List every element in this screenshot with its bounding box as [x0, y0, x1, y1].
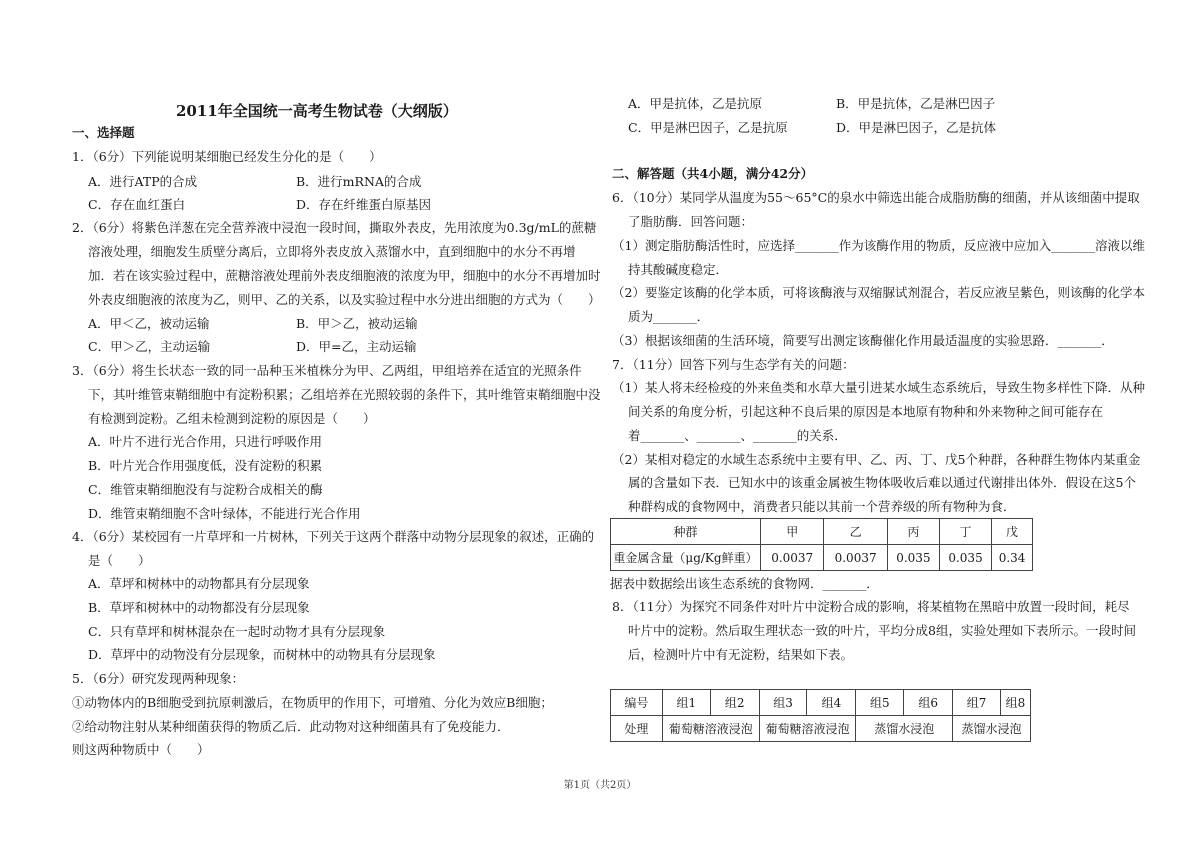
q7-line-4: 着_______、_______、_______的关系．	[628, 428, 847, 443]
q8-line-1: 8．（11分）为探究不同条件对叶片中淀粉合成的影响，将某植物在黑暗中放置一段时间，耗尽	[612, 599, 1130, 614]
q3-line-3: 有检测到淀粉。乙组未检测到淀粉的原因是（ ）	[88, 411, 376, 426]
q7-line-7: 种群构成的食物网中，消费者只能以其前一个营养级的所有物种为食．	[628, 499, 1016, 514]
q4-line-2: 是（ ）	[88, 553, 151, 568]
q5-line-3: ②给动物注射从某种细菌获得的物质乙后．此动物对这种细菌具有了免疫能力．	[72, 719, 510, 734]
q3-option-c: C．维管束鞘细胞没有与淀粉合成相关的酶	[88, 482, 323, 497]
table-row	[611, 545, 1033, 571]
table-cell: 0.0037	[824, 545, 887, 571]
q6-line-6: 质为_______．	[628, 309, 710, 324]
table-cell: 组3	[759, 690, 807, 716]
q3-option-d: D．维管束鞘细胞不含叶绿体，不能进行光合作用	[88, 506, 361, 521]
table-cell: 葡萄糖溶液浸泡	[662, 716, 759, 742]
table-cell: 0.34	[992, 545, 1033, 571]
table-cell: 丁	[939, 519, 991, 545]
table-cell: 甲	[761, 519, 824, 545]
q5-option-a: A．甲是抗体，乙是抗原	[628, 96, 763, 111]
q1-stem: 1．（6分）下列能说明某细胞已经发生分化的是（ ）	[72, 149, 382, 164]
table-cell: 丙	[887, 519, 939, 545]
q8-line-2: 叶片中的淀粉。然后取生理状态一致的叶片，平均分成8组，实验处理如下表所示。一段时间	[628, 623, 1136, 638]
q5-line-1: 5．（6分）研究发现两种现象：	[72, 671, 245, 686]
table-row	[611, 690, 1031, 716]
q7-line-6: 属的含量如下表．已知水中的该重金属被生物体吸收后难以通过代谢排出体外．假设在这5个	[628, 475, 1136, 490]
section-choice-heading: 一、选择题	[72, 125, 135, 140]
table-row	[611, 716, 1031, 742]
q4-option-a: A．草坪和树林中的动物都具有分层现象	[88, 576, 310, 591]
q2-line-2: 溶液处理，细胞发生质壁分离后，立即将外表皮放入蒸馏水中，直到细胞中的水分不再增	[88, 244, 576, 259]
q7-line-2: （1）某人将未经检疫的外来鱼类和水草大量引进某水域生态系统后，导致生物多样性下降．从种	[612, 380, 1145, 395]
table-row	[611, 519, 1033, 545]
table-cell: 组5	[856, 690, 904, 716]
q2-option-b: B．甲＞乙，被动运输	[296, 316, 418, 331]
q4-option-b: B．草坪和树林中的动物都没有分层现象	[88, 600, 310, 615]
table-cell: 蒸馏水浸泡	[856, 716, 953, 742]
q7-line-3: 间关系的角度分析，引起这种不良后果的原因是本地原有物种和外来物种之间可能存在	[628, 404, 1104, 419]
table-cell: 戊	[992, 519, 1033, 545]
q1-option-b: B．进行mRNA的合成	[296, 174, 422, 189]
q6-line-2: 了脂肪酶．回答问题：	[628, 214, 754, 229]
q4-option-c: C．只有草坪和树林混杂在一起时动物才具有分层现象	[88, 624, 386, 639]
table-cell: 组4	[807, 690, 856, 716]
q6-line-7: （3）根据该细菌的生活环境，简要写出测定该酶催化作用最适温度的实验思路．_______．	[612, 333, 1114, 348]
q2-line-1: 2．（6分）将紫色洋葱在完全营养液中浸泡一段时间，撕取外表皮，先用浓度为0.3g/mL的蔗糖	[72, 220, 597, 235]
table-cell: 重金属含量（μg/Kg鲜重）	[611, 545, 761, 571]
treatment-table	[610, 689, 1031, 742]
q7-line-8: 据表中数据绘出该生态系统的食物网．_______．	[610, 576, 879, 591]
table-cell: 葡萄糖溶液浸泡	[759, 716, 856, 742]
q6-line-1: 6．（10分）某同学从温度为55～65°C的泉水中筛选出能合成脂肪酶的细菌，并从该细菌中提取	[612, 190, 1140, 205]
q7-line-5: （2）某相对稳定的水域生态系统中主要有甲、乙、丙、丁、戊5个种群，各种群生物体内某重金	[612, 452, 1141, 467]
table-cell: 组1	[662, 690, 710, 716]
q1-option-d: D．存在纤维蛋白原基因	[296, 197, 432, 212]
q3-option-b: B．叶片光合作用强度低，没有淀粉的积累	[88, 458, 323, 473]
q6-line-3: （1）测定脂肪酶活性时，应选择_______作为该酶作用的物质，反应液中应加入_______溶液以维	[612, 238, 1145, 253]
q3-option-a: A．叶片不进行光合作用，只进行呼吸作用	[88, 434, 323, 449]
q8-line-3: 后，检测叶片中有无淀粉，结果如下表。	[628, 647, 854, 662]
q6-line-5: （2）要鉴定该酶的化学本质，可将该酶液与双缩脲试剂混合，若反应液呈紫色，则该酶的化学本	[612, 285, 1145, 300]
table-cell: 蒸馏水浸泡	[953, 716, 1031, 742]
q2-option-d: D．甲=乙，主动运输	[296, 339, 417, 354]
q3-line-1: 3．（6分）将生长状态一致的同一品种玉米植株分为甲、乙两组，甲组培养在适宜的光照条件	[72, 363, 582, 378]
q2-line-4: 外表皮细胞液的浓度为乙，则甲、乙的关系，以及实验过程中水分进出细胞的方式为（ ）	[88, 292, 601, 307]
q5-option-d: D．甲是淋巴因子，乙是抗体	[836, 120, 997, 135]
table-cell: 0.035	[939, 545, 991, 571]
q5-option-c: C．甲是淋巴因子，乙是抗原	[628, 120, 788, 135]
table-cell: 编号	[611, 690, 663, 716]
q5-option-b: B．甲是抗体，乙是淋巴因子	[836, 96, 996, 111]
q2-option-c: C．甲＞乙，主动运输	[88, 339, 211, 354]
table-cell: 组8	[1000, 690, 1030, 716]
q3-line-2: 下，其叶维管束鞘细胞中有淀粉积累；乙组培养在光照较弱的条件下，其叶维管束鞘细胞中没	[88, 387, 601, 402]
q2-option-a: A．甲＜乙，被动运输	[88, 316, 210, 331]
q7-line-1: 7．（11分）回答下列与生态学有关的问题：	[612, 357, 855, 372]
q1-option-c: C．存在血红蛋白	[88, 197, 186, 212]
table-cell: 种群	[611, 519, 761, 545]
q2-line-3: 加．若在该实验过程中，蔗糖溶液处理前外表皮细胞液的浓度为甲，细胞中的水分不再增加时	[88, 268, 601, 283]
table-cell: 组6	[904, 690, 953, 716]
table-cell: 处理	[611, 716, 663, 742]
q4-option-d: D．草坪中的动物没有分层现象，而树林中的动物具有分层现象	[88, 647, 436, 662]
table-cell: 0.035	[887, 545, 939, 571]
table-cell: 组2	[710, 690, 759, 716]
table-cell: 0.0037	[761, 545, 824, 571]
q1-option-a: A．进行ATP的合成	[88, 174, 198, 189]
page-title: 2011年全国统一高考生物试卷（大纲版）	[176, 102, 458, 120]
table-cell: 组7	[953, 690, 1001, 716]
table-cell: 乙	[824, 519, 887, 545]
heavy-metal-table	[610, 518, 1033, 571]
q4-line-1: 4．（6分）某校园有一片草坪和一片树林，下列关于这两个群落中动物分层现象的叙述，正确的	[72, 529, 595, 544]
page-footer: 第1页（共2页）	[563, 780, 637, 791]
q6-line-4: 持其酸碱度稳定．	[628, 262, 729, 277]
section-answer-heading: 二、解答题（共4小题，满分42分）	[612, 166, 814, 181]
q5-line-2: ①动物体内的B细胞受到抗原刺激后，在物质甲的作用下，可增殖、分化为效应B细胞；	[72, 695, 553, 710]
q5-line-4: 则这两种物质中（ ）	[72, 742, 210, 757]
